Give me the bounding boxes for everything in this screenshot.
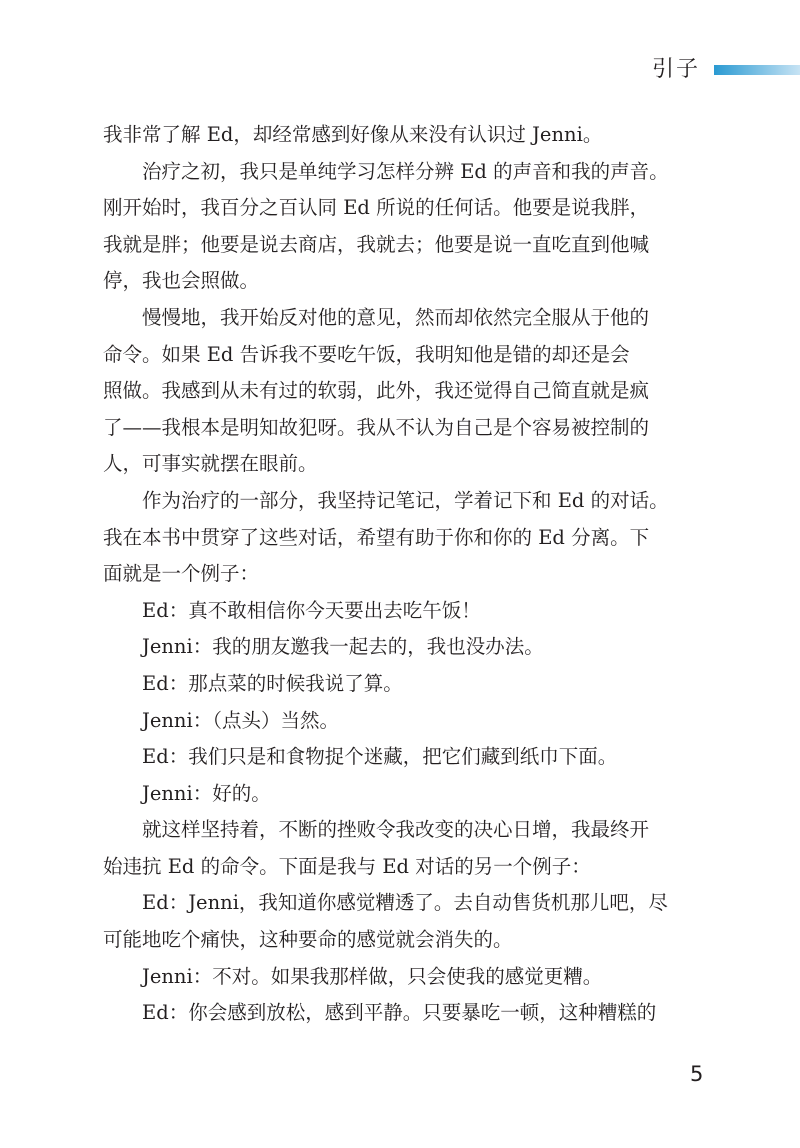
header-accent-bar [714, 65, 800, 75]
dialogue-line: Jenni：我的朋友邀我一起去的，我也没办法。 [142, 635, 544, 659]
text-line: 了——我根本是明知故犯呀。我从不认为自己是个容易被控制的 [103, 415, 650, 439]
chapter-title: 引子 [651, 57, 700, 82]
dialogue-line: Ed：真不敢相信你今天要出去吃午饭！ [142, 598, 481, 622]
text-line: 可能地吃个痛快，这种要命的感觉就会消失的。 [103, 928, 513, 952]
dialogue-line: Jenni：好的。 [142, 781, 271, 805]
text-line: 始违抗 Ed 的命令。下面是我与 Ed 对话的另一个例子： [103, 854, 591, 878]
text-line: 作为治疗的一部分，我坚持记笔记，学着记下和 Ed 的对话。 [142, 488, 669, 512]
text-line: 我非常了解 Ed，却经常感到好像从来没有认识过 Jenni。 [103, 123, 603, 146]
dialogue-line: Ed：你会感到放松，感到平静。只要暴吃一顿，这种糟糕的 [142, 1001, 657, 1025]
running-header [0, 55, 800, 89]
page-number: 5 [690, 1062, 704, 1086]
dialogue-line: Ed：我们只是和食物捉个迷藏，把它们藏到纸巾下面。 [142, 745, 618, 769]
text-line: 治疗之初，我只是单纯学习怎样分辨 Ed 的声音和我的声音。 [142, 159, 669, 183]
text-line: 就这样坚持着，不断的挫败令我改变的决心日增，我最终开 [142, 818, 650, 842]
text-line: 慢慢地，我开始反对他的意见，然而却依然完全服从于他的 [142, 305, 650, 329]
body-text [103, 117, 703, 1032]
text-line: 我在本书中贯穿了这些对话，希望有助于你和你的 Ed 分离。下 [103, 525, 650, 549]
dialogue-line: Jenni：不对。如果我那样做，只会使我的感觉更糟。 [142, 964, 603, 988]
text-line: 人，可事实就摆在眼前。 [103, 452, 318, 476]
text-line: 我就是胖；他要是说去商店，我就去；他要是说一直吃直到他喊 [103, 232, 650, 256]
text-line: 刚开始时，我百分之百认同 Ed 所说的任何话。他要是说我胖， [103, 196, 650, 220]
text-line: 停，我也会照做。 [103, 269, 260, 293]
text-line: 命令。如果 Ed 告诉我不要吃午饭，我明知他是错的却还是会 [103, 342, 630, 366]
dialogue-line: Ed：那点菜的时候我说了算。 [142, 671, 403, 695]
dialogue-line: Jenni：（点头）当然。 [142, 708, 339, 732]
text-line: 照做。我感到从未有过的软弱，此外，我还觉得自己简直就是疯 [103, 379, 650, 403]
text-line: 面就是一个例子： [103, 562, 260, 586]
dialogue-line: Ed：Jenni，我知道你感觉糟透了。去自动售货机那儿吧，尽 [142, 891, 668, 915]
